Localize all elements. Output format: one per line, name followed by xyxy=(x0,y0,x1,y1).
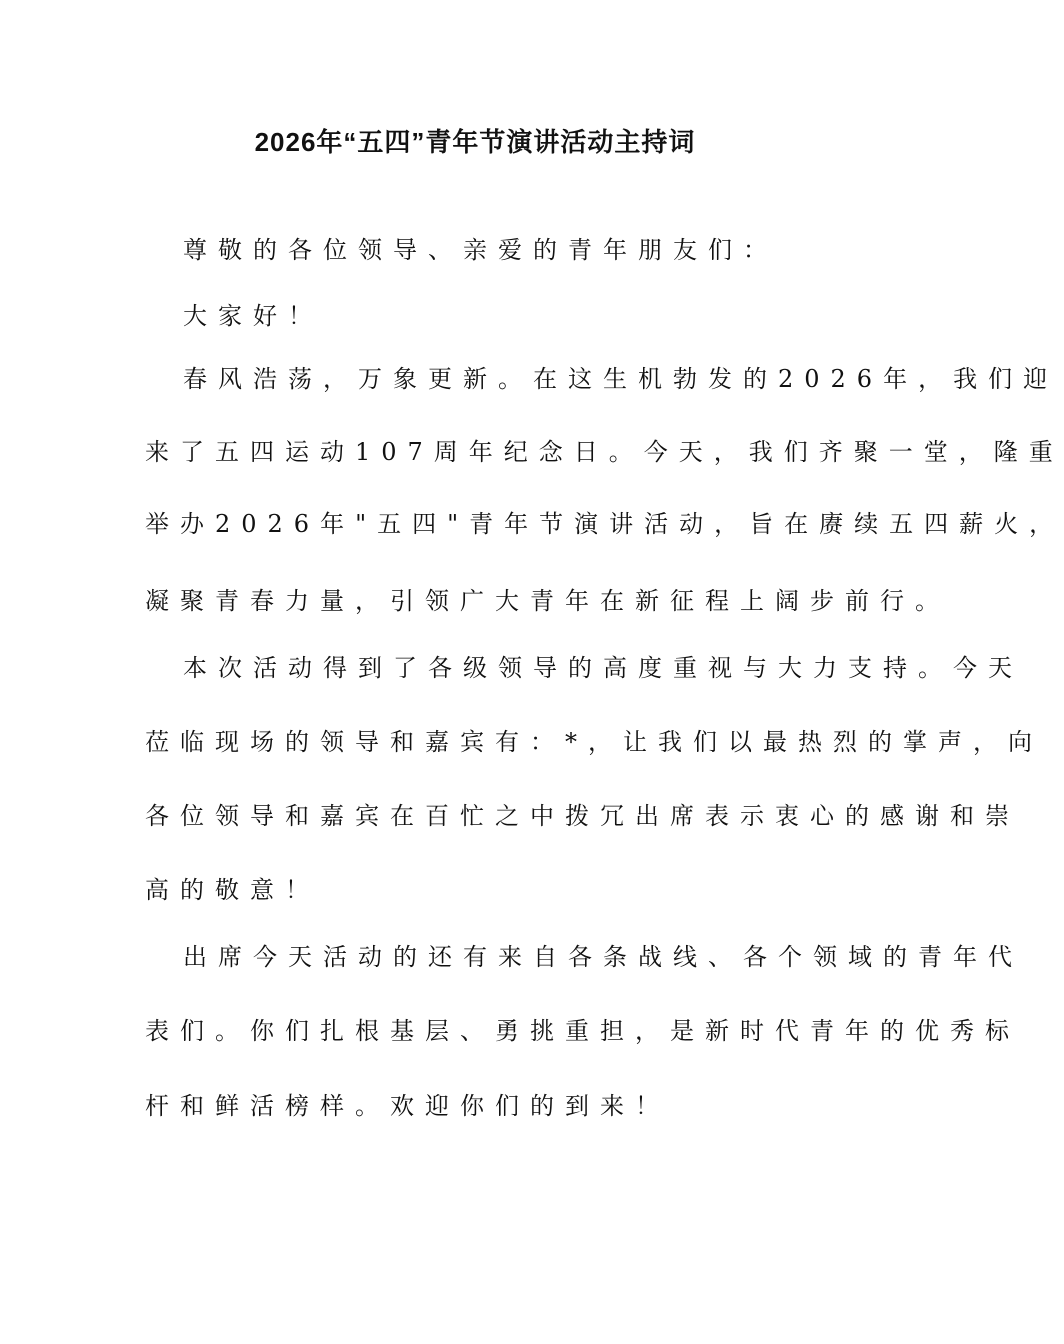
paragraph-line: 高的敬意！ xyxy=(145,876,320,904)
paragraph-line: 杆和鲜活榜样。欢迎你们的到来！ xyxy=(145,1092,670,1120)
greeting-line: 大家好！ xyxy=(183,302,323,330)
paragraph-line: 各位领导和嘉宾在百忙之中拨冗出席表示衷心的感谢和崇 xyxy=(145,802,1020,830)
document-title: 2026年“五四”青年节演讲活动主持词 xyxy=(254,127,696,157)
paragraph-line: 来了五四运动107周年纪念日。今天，我们齐聚一堂，隆重 xyxy=(145,438,1064,466)
greeting-line: 尊敬的各位领导、亲爱的青年朋友们： xyxy=(183,236,778,264)
paragraph-line: 出席今天活动的还有来自各条战线、各个领域的青年代 xyxy=(183,943,1023,971)
paragraph-line: 春风浩荡，万象更新。在这生机勃发的2026年，我们迎 xyxy=(183,365,1059,393)
paragraph-line: 举办2026年"五四"青年节演讲活动，旨在赓续五四薪火， xyxy=(145,510,1064,538)
paragraph-line: 本次活动得到了各级领导的高度重视与大力支持。今天 xyxy=(183,654,1023,682)
paragraph-line: 表们。你们扎根基层、勇挑重担，是新时代青年的优秀标 xyxy=(145,1017,1020,1045)
paragraph-line: 莅临现场的领导和嘉宾有：*，让我们以最热烈的掌声，向 xyxy=(145,728,1043,756)
paragraph-line: 凝聚青春力量，引领广大青年在新征程上阔步前行。 xyxy=(145,587,950,615)
